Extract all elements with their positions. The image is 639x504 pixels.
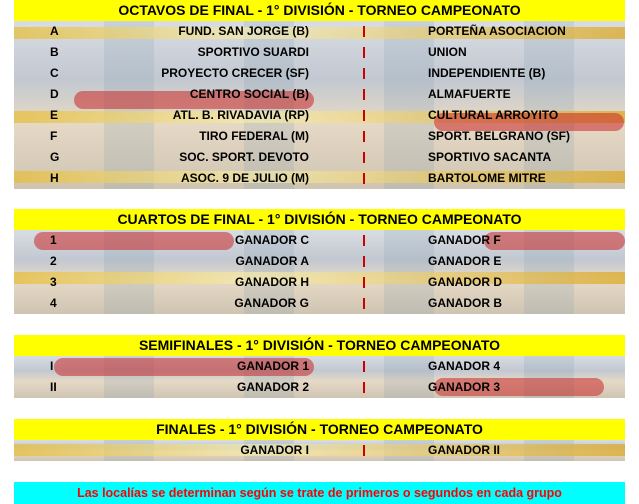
octavos-title: OCTAVOS DE FINAL - 1° DIVISIÓN - TORNEO CAMPEONATO xyxy=(14,0,625,21)
home-team: ASOC. 9 DE JULIO (M) xyxy=(180,171,309,185)
separator xyxy=(363,256,365,267)
match-row xyxy=(14,84,625,105)
away-team: PORTEÑA ASOCIACION xyxy=(428,24,566,38)
finales-title: FINALES - 1° DIVISIÓN - TORNEO CAMPEONATO xyxy=(14,419,625,440)
away-team: GANADOR F xyxy=(428,233,501,247)
separator xyxy=(363,26,365,37)
match-row xyxy=(14,126,625,147)
away-team: ALMAFUERTE xyxy=(428,87,511,101)
match-code: 2 xyxy=(50,254,57,268)
match-row xyxy=(14,21,625,42)
home-team: PROYECTO CRECER (SF) xyxy=(161,66,309,80)
match-row xyxy=(14,168,625,189)
match-row xyxy=(14,230,625,251)
separator xyxy=(363,131,365,142)
separator xyxy=(363,277,365,288)
separator xyxy=(363,445,365,456)
match-code: B xyxy=(50,45,59,59)
home-team: TIRO FEDERAL (M) xyxy=(199,129,309,143)
match-row xyxy=(14,440,625,461)
separator xyxy=(363,361,365,372)
cuartos-title: CUARTOS DE FINAL - 1° DIVISIÓN - TORNEO CAMPEONATO xyxy=(14,209,625,230)
home-team: ATL. B. RIVADAVIA (RP) xyxy=(172,108,309,122)
match-code: 4 xyxy=(50,296,57,310)
away-team: UNION xyxy=(428,45,467,59)
home-team: CENTRO SOCIAL (B) xyxy=(189,87,309,101)
match-row xyxy=(14,272,625,293)
match-row xyxy=(14,105,625,126)
match-code: G xyxy=(50,150,60,164)
home-team: SOC. SPORT. DEVOTO xyxy=(179,150,309,164)
match-row xyxy=(14,63,625,84)
separator xyxy=(363,382,365,393)
match-code: D xyxy=(50,87,59,101)
separator xyxy=(363,68,365,79)
finales-table xyxy=(14,440,625,461)
home-team: SPORTIVO SUARDI xyxy=(197,45,309,59)
home-team: FUND. SAN JORGE (B) xyxy=(178,24,309,38)
away-team: GANADOR E xyxy=(428,254,502,268)
away-team: GANADOR 3 xyxy=(428,380,501,394)
separator xyxy=(363,235,365,246)
away-team: GANADOR D xyxy=(428,275,502,289)
separator xyxy=(363,47,365,58)
match-code: II xyxy=(50,380,57,394)
match-row xyxy=(14,377,625,398)
away-team: GANADOR 4 xyxy=(428,359,501,373)
match-code: I xyxy=(50,359,54,373)
away-team: GANADOR II xyxy=(428,443,500,457)
separator xyxy=(363,298,365,309)
away-team: GANADOR B xyxy=(428,296,502,310)
match-code: F xyxy=(50,129,58,143)
away-team: SPORTIVO SACANTA xyxy=(428,150,552,164)
finales-section xyxy=(14,419,625,461)
home-team: GANADOR 1 xyxy=(236,359,309,373)
match-code: 1 xyxy=(50,233,57,247)
away-team: BARTOLOME MITRE xyxy=(428,171,546,185)
match-code: H xyxy=(50,171,59,185)
home-team: GANADOR H xyxy=(235,275,309,289)
match-code: 3 xyxy=(50,275,57,289)
octavos-table xyxy=(14,21,625,189)
semifinales-table xyxy=(14,356,625,398)
footer-note: Las localías se determinan según se trate de primeros o segundos en cada grupo xyxy=(14,482,625,504)
match-row xyxy=(14,251,625,272)
match-row xyxy=(14,42,625,63)
away-team: SPORT. BELGRANO (SF) xyxy=(428,129,571,143)
separator xyxy=(363,110,365,121)
match-row xyxy=(14,356,625,377)
separator xyxy=(363,173,365,184)
separator xyxy=(363,152,365,163)
octavos-section xyxy=(14,0,625,189)
away-team: CULTURAL ARROYITO xyxy=(428,108,559,122)
away-team: INDEPENDIENTE (B) xyxy=(428,66,546,80)
match-row xyxy=(14,147,625,168)
home-team: GANADOR I xyxy=(240,443,309,457)
match-code: A xyxy=(50,24,59,38)
match-code: E xyxy=(50,108,59,122)
semifinales-section xyxy=(14,335,625,398)
semifinales-title: SEMIFINALES - 1° DIVISIÓN - TORNEO CAMPEONATO xyxy=(14,335,625,356)
cuartos-section xyxy=(14,209,625,314)
home-team: GANADOR 2 xyxy=(236,380,309,394)
cuartos-table xyxy=(14,230,625,314)
match-code: C xyxy=(50,66,59,80)
home-team: GANADOR C xyxy=(235,233,309,247)
match-row xyxy=(14,293,625,314)
home-team: GANADOR A xyxy=(235,254,309,268)
home-team: GANADOR G xyxy=(234,296,309,310)
separator xyxy=(363,89,365,100)
